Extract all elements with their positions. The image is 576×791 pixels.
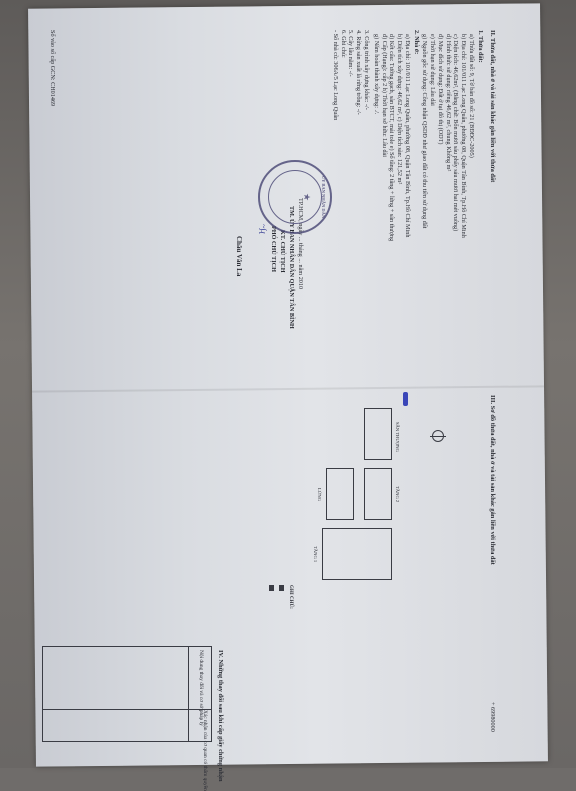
changes-table (42, 646, 212, 742)
plan-rooftop (364, 408, 392, 460)
other-line-2: 5. Cây lâu năm: -/- (347, 30, 355, 77)
table-column-rule (43, 709, 211, 710)
signature-role1: KT. CHỦ TỊCH (279, 230, 286, 273)
legend-fill-icon (269, 585, 274, 591)
land-line-1: b) Địa chỉ: 101/011 Lạc Long Quân, phường 08, Quận Tân Bình, Tp.Hồ Chí Minh (460, 34, 468, 238)
north-arrow-icon (432, 430, 444, 442)
table-col-2: Xác nhận của cơ quan có thẩm quyền (202, 710, 208, 791)
section-3-title: III. Sơ đồ thửa đất, nhà ở và tài sản khác gắn liền với thửa đất (489, 395, 496, 565)
legend-hatch-icon (279, 585, 284, 591)
stamp-star-icon: ★ (302, 192, 312, 202)
table-header-rule (188, 647, 189, 741)
official-stamp (258, 160, 332, 234)
label-mezzanine: LỬNG (317, 488, 322, 502)
label-rooftop: SÂN THƯỢNG (395, 422, 400, 452)
other-line-0: 3. Công trình xây dựng khác: -/- (363, 30, 370, 110)
signature-role2: PHÓ CHỦ TỊCH (270, 226, 277, 272)
signature-org: TM. ỦY BAN NHÂN DÂN QUẬN TÂN BÌNH (288, 206, 295, 329)
other-line-1: 4. Rừng sản xuất là rừng trồng: -/- (355, 30, 363, 115)
plan-mezzanine (326, 468, 354, 520)
legend-heading: GHI CHÚ: (288, 585, 293, 609)
house-heading: 2. Nhà ở: (413, 30, 420, 55)
handwritten-signature: ~∫ɻ (259, 224, 268, 234)
signer-name: Châu Văn La (235, 236, 243, 277)
signature-date: TP.HCM, ngày ... tháng ... năm 2010 (297, 198, 304, 290)
house-line-2: d) Kết cấu: Tường gạch, sàn BTCT, mái tole e) Số tầng: 2 tầng + lửng + sân thượng (388, 34, 396, 242)
land-line-0: a) Thửa đất số: 9, Tờ bản đồ số: 21 (BĐĐC-2005) (468, 34, 475, 158)
section-2-title: II. Thửa đất, nhà ở và tài sản khác gắn liền với thửa đất (489, 30, 496, 183)
serial-number: + 69980000 (489, 702, 496, 732)
section-4-title: IV. Những thay đổi sau khi cấp giấy chứng nhận (217, 650, 224, 782)
house-line-4: g) Năm hoàn thành xây dựng: ./. (372, 34, 380, 115)
land-line-5: e) Thời hạn sử dụng: Lâu dài (429, 34, 436, 106)
house-line-1: b) Diện tích xây dựng: 46,62 m², c) Diện tích sàn: 121,52 m² (396, 34, 404, 185)
house-line-3: đ) Cấp (Hạng): cấp 2 h) Thời hạn sở hữu: Lâu dài (380, 34, 388, 158)
land-line-2: c) Diện tích: 46,62m², (Bằng chữ: Bốn mươi sáu phẩy sáu mươi hai mét vuông) (452, 34, 460, 232)
other-line-4: - Số nhà cũ: 306A/5 Lạc Long Quân (331, 30, 339, 121)
ink-mark (403, 392, 408, 406)
land-line-3: d) Hình thức sử dụng: riêng 46,62 m², chung Không m² (444, 34, 452, 172)
house-line-0: a) Địa chỉ: 101/011 Lạc Long Quân, phường 08, Quận Tân Bình, Tp.Hồ Chí Minh (404, 34, 411, 238)
label-floor-2: TẦNG 2 (395, 486, 400, 503)
land-heading: 1. Thửa đất: (477, 30, 484, 63)
certificate-content (8, 10, 504, 791)
land-line-6: g) Nguồn gốc sử dụng: Công nhận QSDĐ như giao đất có thu tiền sử dụng đất (421, 34, 429, 229)
table-col-1: Nội dung thay đổi và cơ sở pháp lý (198, 650, 204, 726)
stamp-text: ỦY BAN NHÂN DÂN (321, 175, 326, 219)
land-line-4: đ) Mục đích sử dụng: Đất ở tại đô thị (ODT) (436, 34, 444, 145)
label-floor-1: TẦNG 1 (313, 546, 318, 563)
other-line-3: 6. Ghi chú: (339, 30, 347, 58)
plan-floor-1 (322, 528, 392, 580)
plan-floor-2 (364, 468, 392, 520)
record-number: Số vào sổ cấp GCN: CH01469 (49, 30, 56, 107)
